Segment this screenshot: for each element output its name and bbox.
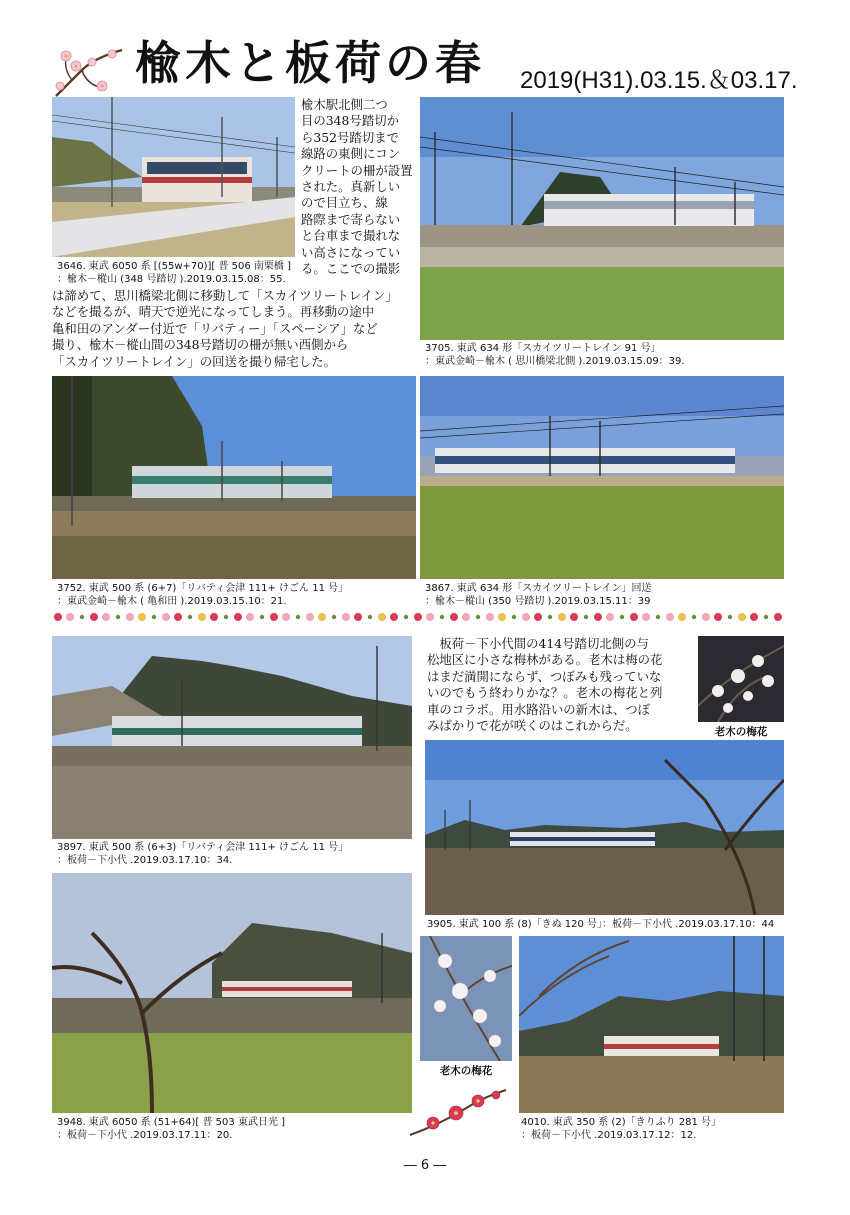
- photo-3646: [52, 97, 295, 257]
- intro-text-narrow: [301, 97, 416, 277]
- plum-blossom-icon: [408, 1085, 508, 1140]
- caption-3752: [57, 582, 348, 608]
- divider-blossom: [450, 613, 458, 621]
- second-line: 松地区に小さな梅林がある。老木は梅の花: [427, 652, 663, 668]
- caption-3948: [57, 1116, 285, 1142]
- divider-blossom: [476, 615, 480, 619]
- caption-4010: [521, 1116, 721, 1142]
- caption-line: ：東武金崎－楡木 ( 思川橋梁北側 ).2019.03.15.09：39.: [425, 356, 685, 367]
- photo-3867: [420, 376, 784, 579]
- divider-blossom: [270, 613, 278, 621]
- divider-blossom: [224, 615, 228, 619]
- divider-blossom: [174, 613, 182, 621]
- intro-line: クリートの柵が設置: [301, 162, 413, 178]
- caption-line: ：板荷－下小代 .2019.03.17.11：20.: [57, 1130, 233, 1141]
- divider-blossom: [642, 613, 650, 621]
- caption-line: 3705. 東武 634 形「スカイツリートレイン 91 号」: [425, 343, 661, 354]
- divider-blossom: [738, 613, 746, 621]
- divider-blossom: [126, 613, 134, 621]
- photo-3905: [425, 740, 784, 915]
- divider-blossom: [750, 613, 758, 621]
- intro-line: は諦めて、思川橋梁北側に移動して「スカイツリートレイン」: [52, 288, 398, 303]
- divider-blossom: [162, 613, 170, 621]
- caption-line: ：東武金崎－楡木 ( 亀和田 ).2019.03.15.10：21.: [57, 596, 287, 607]
- divider-blossom: [534, 613, 542, 621]
- divider-blossom: [54, 613, 62, 621]
- divider-blossom: [260, 615, 264, 619]
- intro-line: る。ここでの撮影: [301, 261, 401, 277]
- divider-blossom: [606, 613, 614, 621]
- caption-3705: [425, 342, 685, 368]
- divider-blossom: [332, 615, 336, 619]
- divider-blossom: [404, 615, 408, 619]
- divider-blossom: [414, 613, 422, 621]
- caption-3897: [57, 841, 348, 867]
- caption-line: 3867. 東武 634 形「スカイツリートレイン」回送: [425, 583, 652, 594]
- intro-line: ので目立ち、線: [301, 195, 388, 211]
- divider-blossom: [198, 613, 206, 621]
- divider-blossom: [66, 613, 74, 621]
- page-title: 楡木と板荷の春: [135, 36, 485, 90]
- plum-closeup-1: [698, 636, 784, 722]
- divider-blossom: [378, 613, 386, 621]
- intro-line: い高さになってい: [301, 244, 401, 260]
- divider-blossom: [116, 615, 120, 619]
- divider-blossom: [152, 615, 156, 619]
- divider-blossom: [498, 613, 506, 621]
- divider-blossom: [188, 615, 192, 619]
- divider-blossom: [630, 613, 638, 621]
- divider-blossom: [296, 615, 300, 619]
- divider-blossom: [558, 613, 566, 621]
- photo-3705: [420, 97, 784, 340]
- divider-blossom: [234, 613, 242, 621]
- intro-line: 目の348号踏切か: [301, 113, 399, 129]
- second-text: [427, 636, 697, 734]
- intro-line: などを撮るが、晴天で逆光になってしまう。再移動の途中: [52, 304, 375, 320]
- divider-blossom: [102, 613, 110, 621]
- plum-closeup-2: [420, 936, 512, 1061]
- photo-4010: [519, 936, 784, 1113]
- intro-line: 撮り、楡木－樅山間の348号踏切の柵が無い西側から: [52, 337, 349, 353]
- divider-blossom: [548, 615, 552, 619]
- caption-line: 3905. 東武 100 系 (8)「きぬ 120 号」：板荷－下小代 .2019.03.17.10：44: [427, 919, 775, 930]
- divider-blossom: [584, 615, 588, 619]
- divider-blossom: [390, 613, 398, 621]
- divider-blossom: [570, 613, 578, 621]
- photo-3897: [52, 636, 412, 839]
- divider-blossom: [764, 615, 768, 619]
- intro-line: と台車まで撮れな: [301, 228, 401, 244]
- divider-blossom: [282, 613, 290, 621]
- intro-line: 路際まで寄らない: [301, 211, 401, 227]
- divider-blossom: [702, 613, 710, 621]
- flower-divider: [52, 609, 784, 623]
- plum-label-1: 老木の梅花: [714, 726, 768, 738]
- divider-blossom: [354, 613, 362, 621]
- second-line: みばかりで花が咲くのはこれからだ。: [427, 718, 638, 734]
- divider-blossom: [512, 615, 516, 619]
- divider-blossom: [714, 613, 722, 621]
- intro-line: 楡木駅北側二つ: [301, 97, 388, 112]
- intro-line: された。真新しい: [301, 179, 401, 195]
- caption-3905: [427, 918, 774, 931]
- divider-blossom: [306, 613, 314, 621]
- divider-blossom: [426, 613, 434, 621]
- divider-blossom: [728, 615, 732, 619]
- page-number: ― 6 ―: [403, 1158, 447, 1173]
- divider-blossom: [318, 613, 326, 621]
- caption-line: 3897. 東武 500 系 (6+3)「リバティ会津 111+ けごん 11 号」: [57, 842, 349, 853]
- caption-line: ：板荷－下小代 .2019.03.17.12：12.: [521, 1130, 697, 1141]
- caption-line: ：楡木－樅山 (350 号踏切 ).2019.03.15.11：39: [425, 596, 651, 607]
- divider-blossom: [368, 615, 372, 619]
- intro-line: 「スカイツリートレイン」の回送を撮り帰宅した。: [52, 353, 336, 369]
- second-line: いのでもう終わりかな？。老木の梅花と列: [427, 685, 663, 701]
- plum-branch-icon: [52, 40, 130, 100]
- divider-blossom: [210, 613, 218, 621]
- divider-blossom: [440, 615, 444, 619]
- divider-blossom: [656, 615, 660, 619]
- divider-blossom: [486, 613, 494, 621]
- caption-line: 3948. 東武 6050 系 (51+64)[ 普 503 東武日光 ]: [57, 1117, 286, 1128]
- second-line: 車のコラボ。用水路沿いの新木は、つぼ: [427, 701, 651, 717]
- second-line: 板荷－下小代間の414号踏切北側の与: [427, 636, 649, 651]
- divider-blossom: [80, 615, 84, 619]
- caption-line: 3752. 東武 500 系 (6+7)「リバティ会津 111+ けごん 11 号」: [57, 583, 349, 594]
- divider-blossom: [342, 613, 350, 621]
- divider-blossom: [620, 615, 624, 619]
- divider-blossom: [246, 613, 254, 621]
- caption-line: 3646. 東武 6050 系 [(55w+70)][ 普 506 南栗橋 ]: [57, 261, 292, 272]
- plum-label-2: 老木の梅花: [439, 1065, 493, 1077]
- intro-line: 亀和田のアンダー付近で「リバティー」「スペーシア」など: [52, 320, 378, 336]
- divider-blossom: [666, 613, 674, 621]
- photo-3948: [52, 873, 412, 1113]
- divider-blossom: [90, 613, 98, 621]
- divider-blossom: [692, 615, 696, 619]
- caption-line: ：板荷－下小代 .2019.03.17.10：34.: [57, 855, 233, 866]
- page-date: 2019(H31).03.15.＆03.17.: [520, 67, 798, 94]
- caption-line: 4010. 東武 350 系 (2)「きりふり 281 号」: [521, 1117, 722, 1128]
- intro-line: 線路の東側にコン: [301, 146, 401, 162]
- caption-3646: [57, 260, 291, 286]
- divider-blossom: [522, 613, 530, 621]
- intro-text-wide: [52, 288, 418, 370]
- divider-blossom: [678, 613, 686, 621]
- divider-blossom: [774, 613, 782, 621]
- second-line: はまだ満開にならず、つぼみも残っていな: [427, 668, 662, 684]
- photo-3752: [52, 376, 416, 579]
- divider-blossom: [594, 613, 602, 621]
- divider-blossom: [138, 613, 146, 621]
- divider-blossom: [462, 613, 470, 621]
- caption-line: ：楡木－樅山 (348 号踏切 ).2019.03.15.08：55.: [57, 274, 286, 285]
- intro-line: ら352号踏切まで: [301, 129, 399, 145]
- caption-3867: [425, 582, 651, 608]
